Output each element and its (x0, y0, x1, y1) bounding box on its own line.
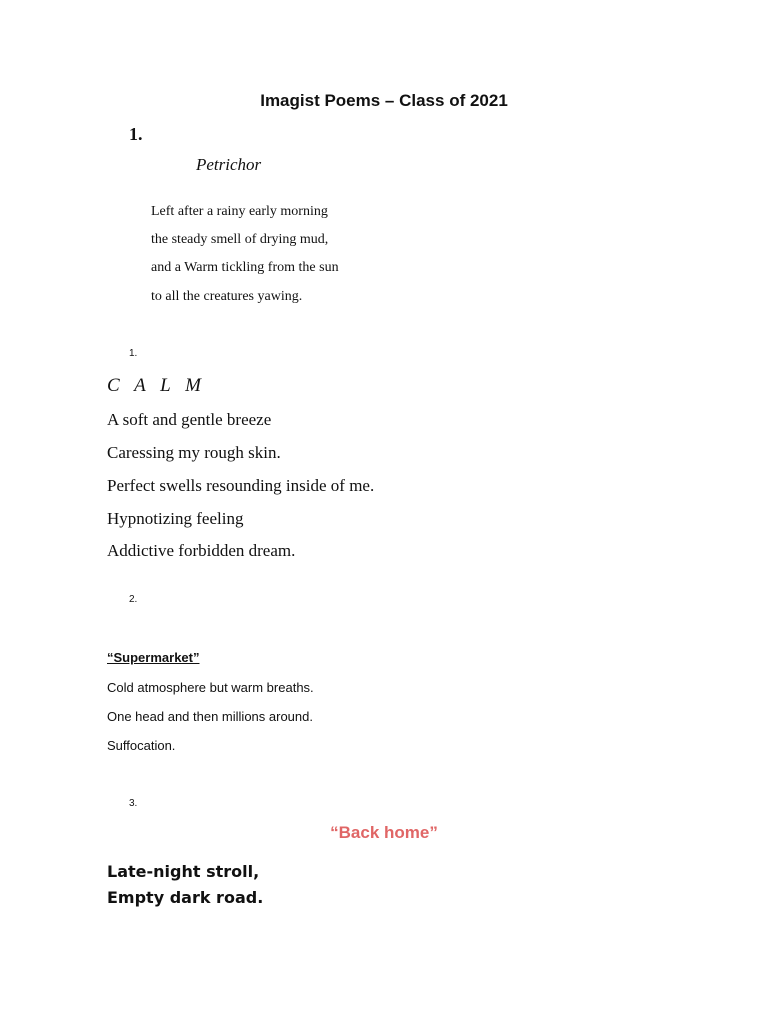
poem-line: Empty dark road. (107, 888, 264, 907)
poem-line: Perfect swells resounding inside of me. (107, 476, 375, 495)
poem-line: to all the creatures yawing. (151, 289, 303, 304)
poem-line: Suffocation. (107, 738, 176, 753)
poem-line: Hypnotizing feeling (107, 509, 244, 528)
poem-line: Cold atmosphere but warm breaths. (107, 680, 314, 695)
poem-line: Late-night stroll, (107, 862, 260, 881)
poem-title: Petrichor (196, 155, 262, 174)
poem-number: 1. (129, 124, 143, 144)
poem-line: the steady smell of drying mud, (151, 232, 329, 247)
poem-title: “Supermarket” (107, 650, 200, 665)
poem-line: One head and then millions around. (107, 709, 313, 724)
poem-line: Caressing my rough skin. (107, 443, 281, 462)
poem-title: C A L M (107, 375, 206, 396)
poem-line: A soft and gentle breeze (107, 410, 272, 429)
poem-line: Addictive forbidden dream. (107, 541, 296, 560)
page-title: Imagist Poems – Class of 2021 (260, 91, 508, 110)
poem-title: “Back home” (330, 823, 438, 842)
poem-number: 3. (129, 798, 138, 809)
poem-line: and a Warm tickling from the sun (151, 260, 339, 275)
poem-number: 2. (129, 594, 138, 605)
poem-line: Left after a rainy early morning (151, 204, 328, 219)
poem-number: 1. (129, 348, 138, 359)
